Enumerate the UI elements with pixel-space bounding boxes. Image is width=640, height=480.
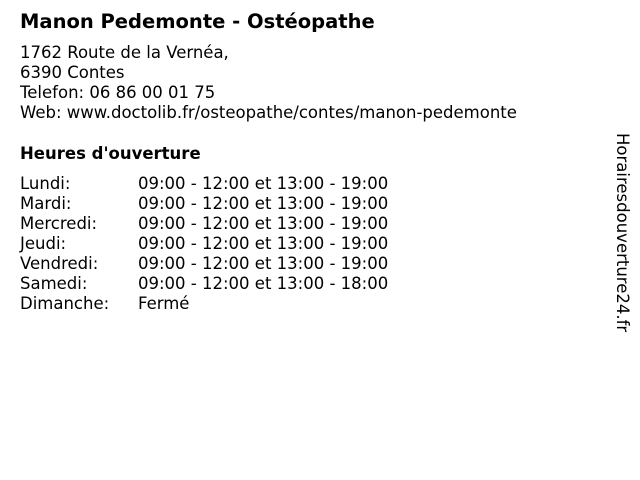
- business-name: Manon Pedemonte - Ostéopathe: [20, 10, 375, 33]
- day-label: Jeudi:: [20, 234, 67, 253]
- hours-row-wednesday: [20, 214, 388, 234]
- phone-number: Telefon: 06 86 00 01 75: [20, 83, 216, 102]
- time-range: 09:00 - 12:00 et 13:00 - 19:00: [138, 254, 389, 273]
- hours-row-tuesday: [20, 194, 388, 214]
- website-link: Web: www.doctolib.fr/osteopathe/contes/manon-pedemonte: [20, 103, 517, 122]
- time-range: 09:00 - 12:00 et 13:00 - 19:00: [138, 194, 389, 213]
- hours-row-thursday: [20, 234, 388, 254]
- hours-heading: Heures d'ouverture: [20, 144, 201, 163]
- time-range: 09:00 - 12:00 et 13:00 - 19:00: [138, 214, 389, 233]
- contact-block: [20, 43, 517, 123]
- day-label: Samedi:: [20, 274, 88, 293]
- day-label: Vendredi:: [20, 254, 99, 273]
- time-range: Fermé: [138, 294, 190, 313]
- hours-row-sunday: [20, 294, 388, 314]
- hours-row-saturday: [20, 274, 388, 294]
- address-street: 1762 Route de la Vernéa,: [20, 43, 229, 62]
- day-label: Mardi:: [20, 194, 72, 213]
- time-range: 09:00 - 12:00 et 13:00 - 19:00: [138, 234, 389, 253]
- day-label: Mercredi:: [20, 214, 98, 233]
- day-label: Dimanche:: [20, 294, 110, 313]
- address-city: 6390 Contes: [20, 63, 125, 82]
- day-label: Lundi:: [20, 174, 71, 193]
- hours-row-friday: [20, 254, 388, 274]
- hours-table: [20, 174, 388, 314]
- time-range: 09:00 - 12:00 et 13:00 - 18:00: [138, 274, 389, 293]
- time-range: 09:00 - 12:00 et 13:00 - 19:00: [138, 174, 389, 193]
- hours-row-monday: [20, 174, 388, 194]
- site-watermark: Horairesdouverture24.fr: [613, 133, 632, 333]
